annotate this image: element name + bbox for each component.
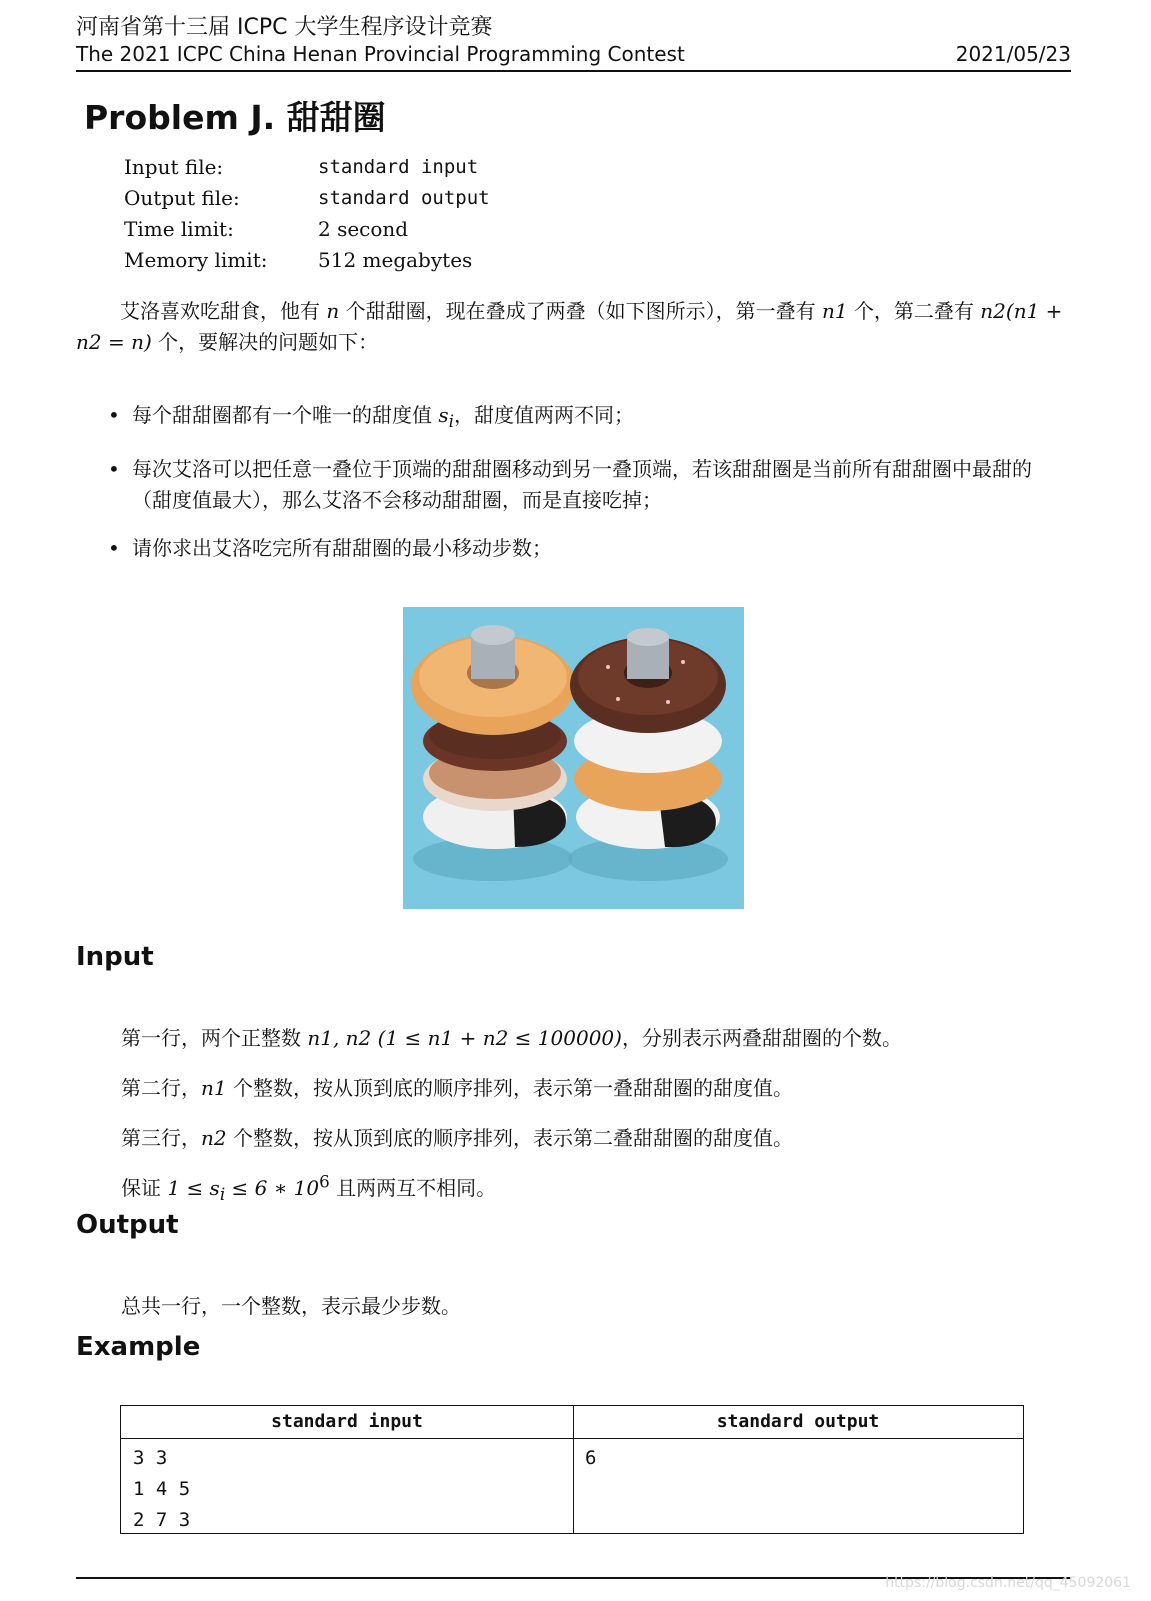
intro-math-n: n xyxy=(326,299,340,323)
meta-row-output-file xyxy=(124,182,490,213)
input-text: 个整数，按从顶到底的顺序排列，表示第二叠甜甜圈的甜度值。 xyxy=(232,1126,793,1150)
meta-value: standard input xyxy=(318,155,479,178)
header-title-cn: 河南省第十三届 ICPC 大学生程序设计竞赛 xyxy=(76,15,493,40)
donut-stacks-image xyxy=(403,607,744,909)
input-math: 1 ≤ s xyxy=(167,1176,220,1200)
input-math-sup: 6 xyxy=(319,1172,330,1192)
intro-text: 个，要解决的问题如下： xyxy=(158,330,379,354)
header-title-en: The 2021 ICPC China Henan Provincial Programming Contest xyxy=(76,42,685,66)
problem-intro xyxy=(76,296,1071,358)
input-line-4 xyxy=(121,1172,496,1204)
right-stack xyxy=(570,628,726,849)
section-heading-input: Input xyxy=(76,942,154,972)
example-output-header: standard output xyxy=(573,1406,1023,1439)
input-text: 第三行， xyxy=(121,1126,201,1150)
math-s: s xyxy=(438,403,449,427)
input-line-2 xyxy=(121,1072,793,1101)
header-date: 2021/05/23 xyxy=(955,42,1071,66)
meta-value: 512 megabytes xyxy=(318,247,473,272)
input-line-3 xyxy=(121,1122,793,1151)
input-line-1 xyxy=(121,1022,902,1051)
meta-value: standard output xyxy=(318,186,490,209)
intro-text: 个，第二叠有 xyxy=(853,299,974,323)
input-text: 保证 xyxy=(121,1176,161,1200)
output-line: 总共一行，一个整数，表示最少步数。 xyxy=(121,1294,461,1318)
input-text: 个整数，按从顶到底的顺序排列，表示第一叠甜甜圈的甜度值。 xyxy=(232,1076,793,1100)
intro-math-n1: n1 xyxy=(821,299,848,323)
problem-title: Problem J. 甜甜圈 xyxy=(84,98,386,137)
input-math: ≤ 6 ∗ 10 xyxy=(231,1176,320,1200)
section-heading-output: Output xyxy=(76,1210,179,1240)
meta-key: Input file: xyxy=(124,154,224,179)
input-math: n1, n2 (1 ≤ n1 + n2 ≤ 100000) xyxy=(307,1026,622,1050)
input-text: ，分别表示两叠甜甜圈的个数。 xyxy=(621,1026,902,1050)
meta-key: Output file: xyxy=(124,185,240,210)
input-math: n2 xyxy=(201,1126,227,1150)
bullet-text: ，甜度值两两不同； xyxy=(453,403,634,427)
meta-value: 2 second xyxy=(318,216,409,241)
intro-math-n2: n2(n1 + n2 = n) xyxy=(76,299,1063,354)
example-input-body: 3 3 1 4 5 2 7 3 xyxy=(133,1447,191,1531)
input-text: 第一行，两个正整数 xyxy=(121,1026,301,1050)
math-sub-i: i xyxy=(448,412,454,431)
meta-row-memory-limit xyxy=(124,244,490,275)
meta-row-time-limit xyxy=(124,213,490,244)
intro-text: 艾洛喜欢吃甜食，他有 xyxy=(120,299,320,323)
section-heading-example: Example xyxy=(76,1332,201,1362)
meta-key: Memory limit: xyxy=(124,247,268,272)
header-rule xyxy=(76,70,1071,72)
example-table xyxy=(120,1405,1024,1534)
list-item xyxy=(108,400,1070,437)
input-math: n1 xyxy=(201,1076,227,1100)
rules-list xyxy=(108,400,1070,581)
meta-key: Time limit: xyxy=(124,216,234,241)
list-item: • 每次艾洛可以把任意一叠位于顶端的甜甜圈移动到另一叠顶端，若该甜甜圈是当前所有甜甜圈中最甜的（甜度值最大），那么艾洛不会移动甜甜圈，而是直接吃掉； xyxy=(108,454,1070,516)
left-stack xyxy=(411,625,575,849)
input-math-sub: i xyxy=(219,1185,226,1204)
example-input-column xyxy=(121,1406,574,1533)
example-input-header: standard input xyxy=(121,1406,573,1439)
list-item: • 请你求出艾洛吃完所有甜甜圈的最小移动步数； xyxy=(108,533,1070,564)
example-output-body: 6 xyxy=(585,1447,597,1469)
meta-row-input-file xyxy=(124,151,490,182)
input-text: 且两两互不相同。 xyxy=(336,1176,497,1200)
intro-text: 个甜甜圈，现在叠成了两叠（如下图所示），第一叠有 xyxy=(345,299,816,323)
example-output-column xyxy=(573,1406,1023,1533)
bullet-text: 每个甜甜圈都有一个唯一的甜度值 xyxy=(132,403,432,427)
input-text: 第二行， xyxy=(121,1076,201,1100)
watermark: https://blog.csdn.net/qq_45092061 xyxy=(885,1575,1131,1591)
problem-meta xyxy=(124,151,490,275)
